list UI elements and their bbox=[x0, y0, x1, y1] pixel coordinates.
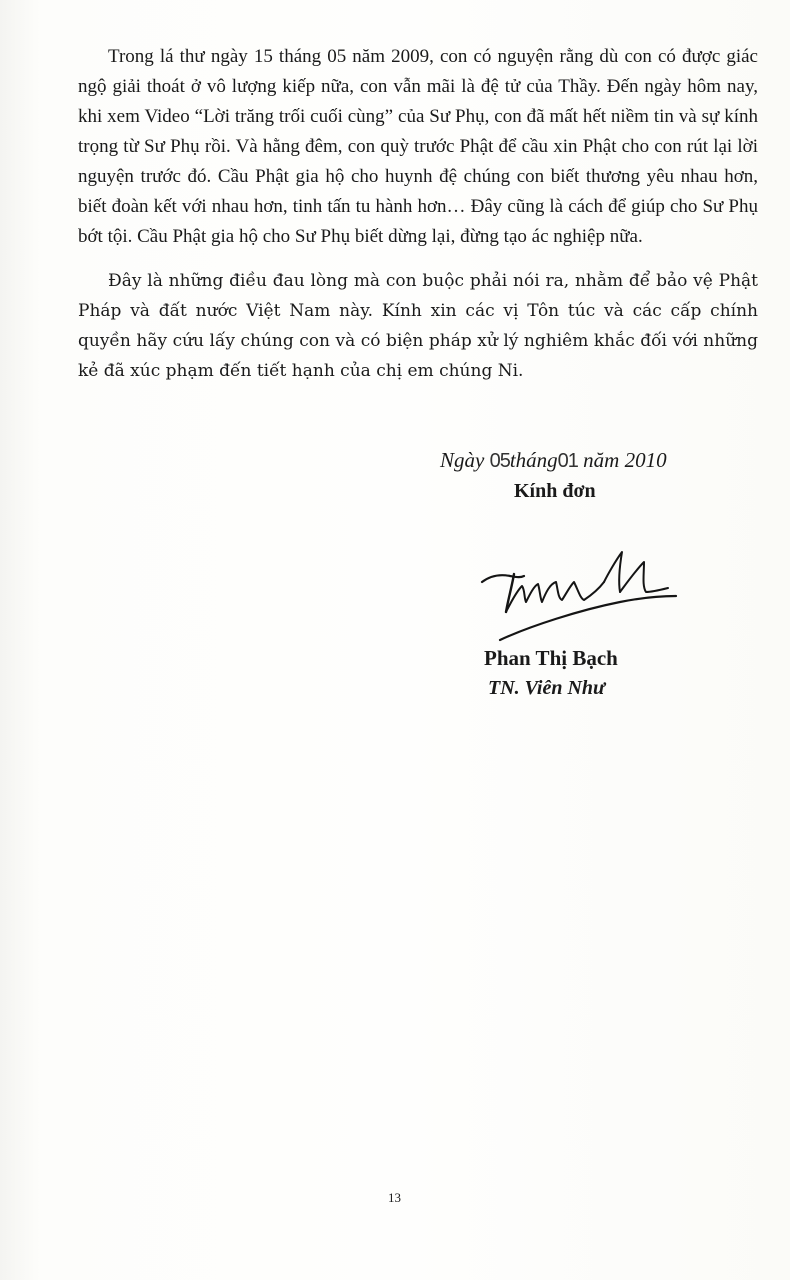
handwritten-signature bbox=[470, 540, 690, 650]
date-prefix: Ngày bbox=[440, 448, 490, 472]
signer-name: Phan Thị Bạch bbox=[484, 646, 618, 670]
date-year: năm 2010 bbox=[577, 448, 667, 472]
page-number: 13 bbox=[388, 1190, 401, 1205]
handwritten-month: 01 bbox=[557, 450, 578, 472]
closing-salutation: Kính đơn bbox=[514, 480, 596, 502]
letter-body bbox=[78, 42, 758, 386]
signer-title: TN. Viên Như bbox=[488, 677, 606, 699]
date-month-word: tháng bbox=[509, 448, 558, 472]
date-line bbox=[440, 448, 667, 473]
paragraph: Đây là những điều đau lòng mà con buộc phải nói ra, nhằm để bảo vệ Phật Pháp và đất nước Việt Nam này. Kính xin các vị Tôn túc và các cấp chính quyền hãy cứu lấy chúng con và có biện pháp xử lý nghiêm khắc đối với những kẻ đã xúc phạm đến tiết hạnh của chị em chúng Ni. bbox=[78, 271, 758, 381]
handwritten-day: 05 bbox=[489, 450, 510, 472]
paragraph: Trong lá thư ngày 15 tháng 05 năm 2009, con có nguyện rằng dù con có được giác ngộ giải thoát ở vô lượng kiếp nữa, con vẫn mãi là đệ tử của Thầy. Đến ngày hôm nay, khi xem Video “Lời trăng trối cuối cùng” của Sư Phụ, con đã mất hết niềm tin và sự kính trọng từ Sư Phụ rồi. Và hằng đêm, con quỳ trước Phật để cầu xin Phật cho con rút lại lời nguyện trước đó. Cầu Phật gia hộ cho huynh đệ chúng con biết thương yêu nhau hơn, biết đoàn kết với nhau hơn, tinh tấn tu hành hơn… Đây cũng là cách để giúp cho Sư Phụ bớt tội. Cầu Phật gia hộ cho Sư Phụ biết dừng lại, đừng tạo ác nghiệp nữa. bbox=[78, 46, 758, 247]
